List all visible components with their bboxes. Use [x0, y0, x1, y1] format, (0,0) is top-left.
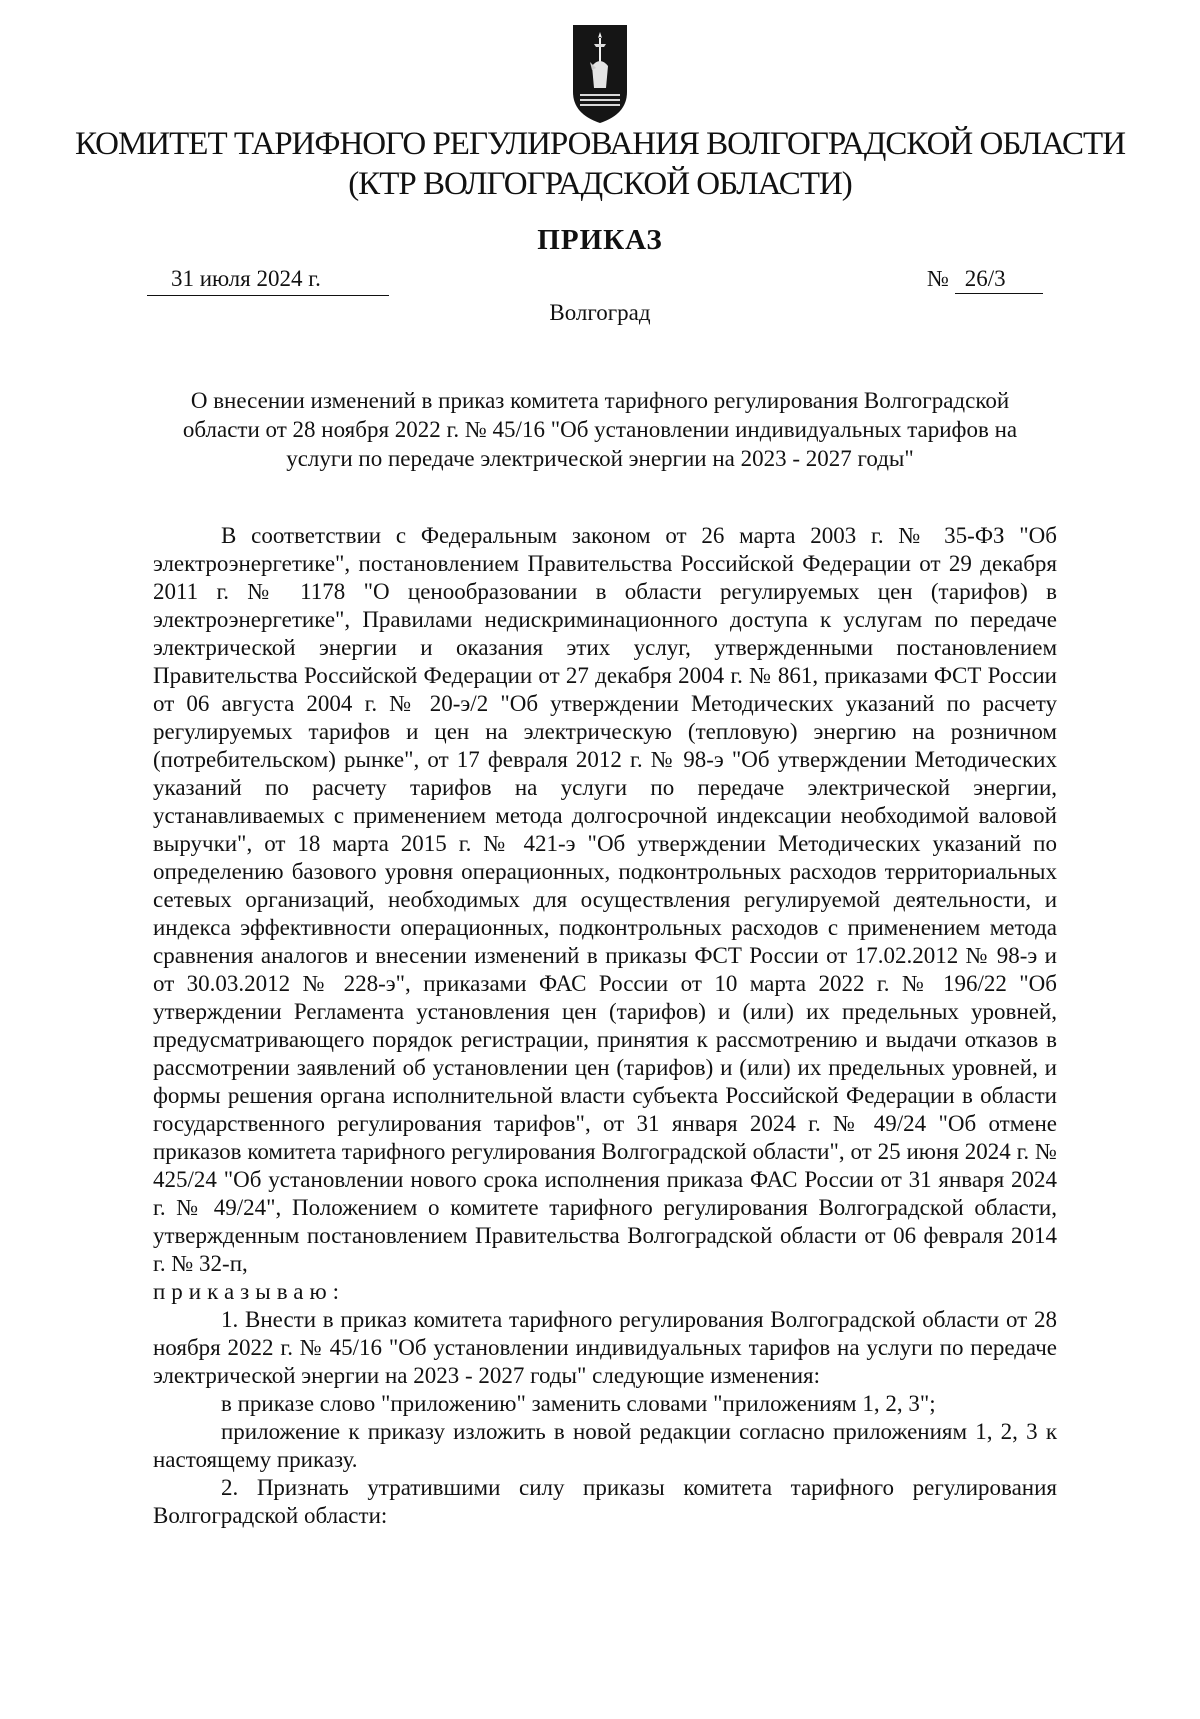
- preamble-paragraph: В соответствии с Федеральным законом от 26 марта 2003 г. № 35-ФЗ "Об электроэнергетике", постановлением Правительства Российской Федерации от 29 декабря 2011 г. № 1178 "О ценообразовании в области регулируемых цен (тарифов) в электроэнергетике", Правилами недискриминационного доступа к услугам по передаче электрической энергии и оказания этих услуг, утвержденными постановлением Правительства Российской Федерации от 27 декабря 2004 г. № 861, приказами ФСТ России от 06 августа 2004 г. № 20-э/2 "Об утверждении Методических указаний по расчету регулируемых тарифов и цен на электрическую (тепловую) энергию на розничном (потребительском) рынке", от 17 февраля 2012 г. № 98-э "Об утверждении Методических указаний по расчету тарифов на услуги по передаче электрической энергии, устанавливаемых с применением метода долгосрочной индексации необходимой валовой выручки", от 18 марта 2015 г. № 421-э "Об утверждении Методических указаний по определению базового уровня операционных, подконтрольных расходов территориальных сетевых организаций, необходимых для осуществления регулируемой деятельности, и индекса эффективности операционных, подконтрольных расходов с применением метода сравнения аналогов и внесении изменений в приказы ФСТ России от 17.02.2012 № 98-э и от 30.03.2012 № 228-э", приказами ФАС России от 10 марта 2022 г. № 196/22 "Об утверждении Регламента установления цен (тарифов) и (или) их предельных уровней, предусматривающего порядок регистрации, принятия к рассмотрению и выдачи отказов в рассмотрении заявлений об установлении цен (тарифов) и (или) их предельных уровней, и формы решения органа исполнительной власти субъекта Российской Федерации в области государственного регулирования тарифов", от 31 января 2024 г. № 49/24 "Об отмене приказов комитета тарифного регулирования Волгоградской области", от 25 июня 2024 г. № 425/24 "Об установлении нового срока исполнения приказа ФАС России от 31 января 2024 г. № 49/24", Положением о комитете тарифного регулирования Волгоградской области, утвержденным постановлением Правительства Волгоградской области от 06 февраля 2014 г. № 32-п,: [153, 523, 1057, 1276]
- order-body: [153, 522, 1057, 1530]
- item-1-change-b: приложение к приказу изложить в новой редакции согласно приложениям 1, 2, 3 к настоящему приказу.: [153, 1419, 1057, 1472]
- item-1-change-a: в приказе слово "приложению" заменить словами "приложениям 1, 2, 3";: [221, 1391, 936, 1416]
- order-number-field: [927, 263, 1043, 295]
- order-number: 26/3: [955, 265, 1043, 294]
- item-2-paragraph: 2. Признать утратившими силу приказы комитета тарифного регулирования Волгоградской области:: [153, 1475, 1057, 1528]
- order-subject: О внесении изменений в приказ комитета тарифного регулирования Волгоградской области от 28 ноября 2022 г. № 45/16 "Об установлении индивидуальных тарифов на услуги по передаче электрической энергии на 2023 - 2027 годы": [182, 388, 1018, 471]
- document-type-title: ПРИКАЗ: [537, 224, 663, 256]
- organization-name: КОМИТЕТ ТАРИФНОГО РЕГУЛИРОВАНИЯ ВОЛГОГРАДСКОЙ ОБЛАСТИ: [74, 126, 1126, 162]
- order-number-label: №: [927, 266, 949, 291]
- decree-word-paragraph: [153, 1278, 1057, 1306]
- order-date-field: [147, 263, 389, 296]
- order-city: Волгоград: [549, 300, 651, 325]
- decree-word: приказываю:: [153, 1279, 346, 1304]
- organization-short-name: (КТР ВОЛГОГРАДСКОЙ ОБЛАСТИ): [348, 166, 852, 202]
- order-date: 31 июля 2024 г.: [171, 266, 321, 291]
- item-1-paragraph: 1. Внести в приказ комитета тарифного регулирования Волгоградской области от 28 ноября 2022 г. № 45/16 "Об установлении индивидуальных тарифов на услуги по передаче электрической энергии на 2023 - 2027 годы" следующие изменения:: [153, 1307, 1057, 1388]
- coat-of-arms-emblem: [570, 22, 630, 126]
- volgograd-coat-of-arms-icon: [570, 22, 630, 126]
